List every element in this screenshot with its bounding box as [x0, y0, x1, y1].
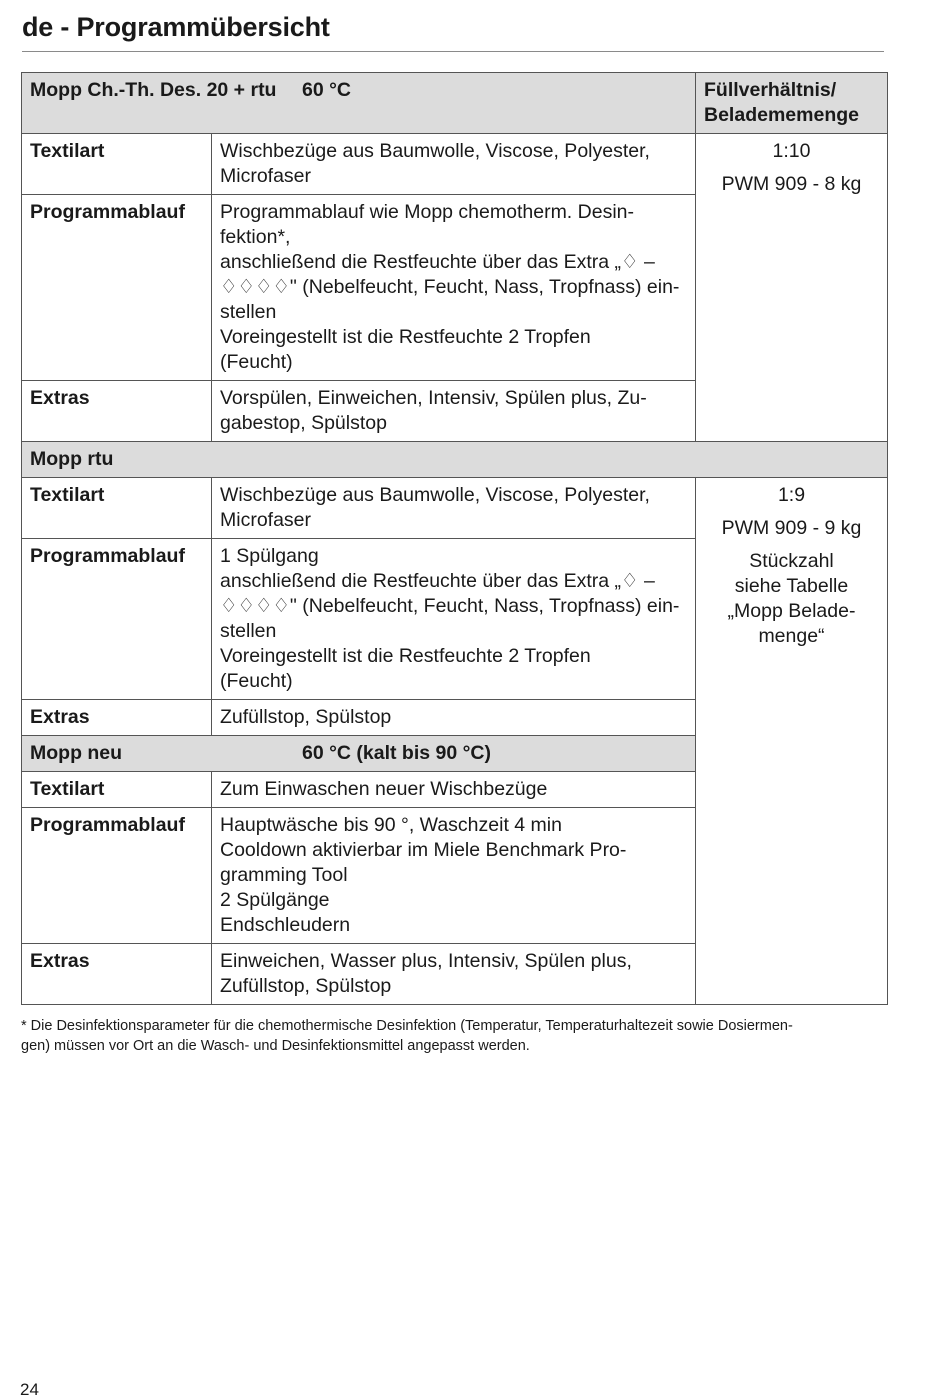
row-value [212, 944, 696, 1005]
value-line: ♢♢♢♢" (Nebelfeucht, Feucht, Nass, Tropfnass) ein- [220, 595, 680, 617]
value-line: fektion*, [220, 226, 291, 248]
row-value [212, 772, 696, 808]
row-label: Textilart [22, 134, 212, 195]
program-header-mopp-rtu [22, 442, 888, 478]
side-note: menge“ [758, 625, 825, 647]
value-line: gramming Tool [220, 864, 348, 886]
row-label: Textilart [22, 478, 212, 539]
table-row [22, 478, 888, 539]
side-note: Stückzahl [749, 550, 834, 572]
row-value [212, 700, 696, 736]
value-line: Programmablauf wie Mopp chemotherm. Desin- [220, 201, 634, 223]
value-line: Wischbezüge aus Baumwolle, Viscose, Polyester, [220, 484, 650, 506]
program-header-mopp-ch-th [22, 73, 888, 134]
value-line: ♢♢♢♢" (Nebelfeucht, Feucht, Nass, Tropfnass) ein- [220, 276, 680, 298]
footnote-line: * Die Desinfektionsparameter für die chemothermische Desinfektion (Temperatur, Temperaturhaltezeit sowie Dosiermen- [21, 1018, 793, 1034]
fill-ratio-cell [696, 134, 888, 442]
value-line: Voreingestellt ist die Restfeuchte 2 Tropfen [220, 645, 591, 667]
value-line: gabestop, Spülstop [220, 412, 387, 434]
side-header [696, 73, 888, 134]
program-temperature: 60 °C (kalt bis 90 °C) [302, 742, 491, 764]
fill-ratio-cell [696, 478, 888, 1005]
footnote [21, 1016, 881, 1056]
fill-ratio: 1:9 [777, 484, 806, 506]
value-line: anschließend die Restfeuchte über das Extra „♢ – [220, 251, 655, 273]
value-line: (Feucht) [220, 351, 293, 373]
program-name: Mopp neu [30, 742, 123, 764]
program-name-cell [22, 442, 888, 478]
program-name: Mopp Ch.-Th. Des. 20 + rtu [30, 79, 277, 101]
value-line: Voreingestellt ist die Restfeuchte 2 Tropfen [220, 326, 591, 348]
page-title: de - Programmübersicht [22, 12, 330, 42]
value-line: Microfaser [220, 509, 312, 531]
value-line: stellen [220, 620, 277, 642]
row-label: Extras [22, 700, 212, 736]
program-table [21, 72, 888, 1005]
value-line: 1 Spülgang [220, 545, 319, 567]
fill-ratio: 1:10 [772, 140, 811, 162]
load-capacity: PWM 909 - 9 kg [721, 517, 862, 539]
value-line: Einweichen, Wasser plus, Intensiv, Spülen plus, [220, 950, 632, 972]
value-line: Zufüllstop, Spülstop [220, 706, 392, 728]
row-value [212, 539, 696, 700]
row-label: Programmablauf [22, 539, 212, 700]
row-value [212, 195, 696, 381]
row-label: Programmablauf [22, 195, 212, 381]
row-label: Programmablauf [22, 808, 212, 944]
program-name: Mopp rtu [30, 448, 114, 470]
program-name-cell [22, 73, 696, 134]
value-line: Zum Einwaschen neuer Wischbezüge [220, 778, 548, 800]
row-label: Textilart [22, 772, 212, 808]
value-line: Wischbezüge aus Baumwolle, Viscose, Polyester, [220, 140, 650, 162]
value-line: stellen [220, 301, 277, 323]
title-divider [22, 51, 884, 52]
value-line: (Feucht) [220, 670, 293, 692]
row-value [212, 478, 696, 539]
value-line: Zufüllstop, Spülstop [220, 975, 392, 997]
row-value [212, 381, 696, 442]
footnote-line: gen) müssen vor Ort an die Wasch- und Desinfektionsmittel angepasst werden. [21, 1038, 530, 1054]
value-line: Endschleudern [220, 914, 351, 936]
row-label: Extras [22, 944, 212, 1005]
page-number: 24 [20, 1380, 39, 1399]
row-value [212, 808, 696, 944]
table-row [22, 134, 888, 195]
value-line: anschließend die Restfeuchte über das Extra „♢ – [220, 570, 655, 592]
value-line: Vorspülen, Einweichen, Intensiv, Spülen plus, Zu- [220, 387, 647, 409]
program-name-cell [22, 736, 696, 772]
side-note: „Mopp Belade- [727, 600, 856, 622]
side-note: siehe Tabelle [734, 575, 849, 597]
value-line: 2 Spülgänge [220, 889, 330, 911]
value-line: Cooldown aktivierbar im Miele Benchmark Pro- [220, 839, 627, 861]
value-line: Microfaser [220, 165, 312, 187]
side-header-text: Füllverhältnis/ Beladememenge [704, 79, 859, 126]
load-capacity: PWM 909 - 8 kg [721, 173, 862, 195]
program-temperature: 60 °C [302, 79, 351, 101]
value-line: Hauptwäsche bis 90 °, Waschzeit 4 min [220, 814, 562, 836]
row-value [212, 134, 696, 195]
row-label: Extras [22, 381, 212, 442]
